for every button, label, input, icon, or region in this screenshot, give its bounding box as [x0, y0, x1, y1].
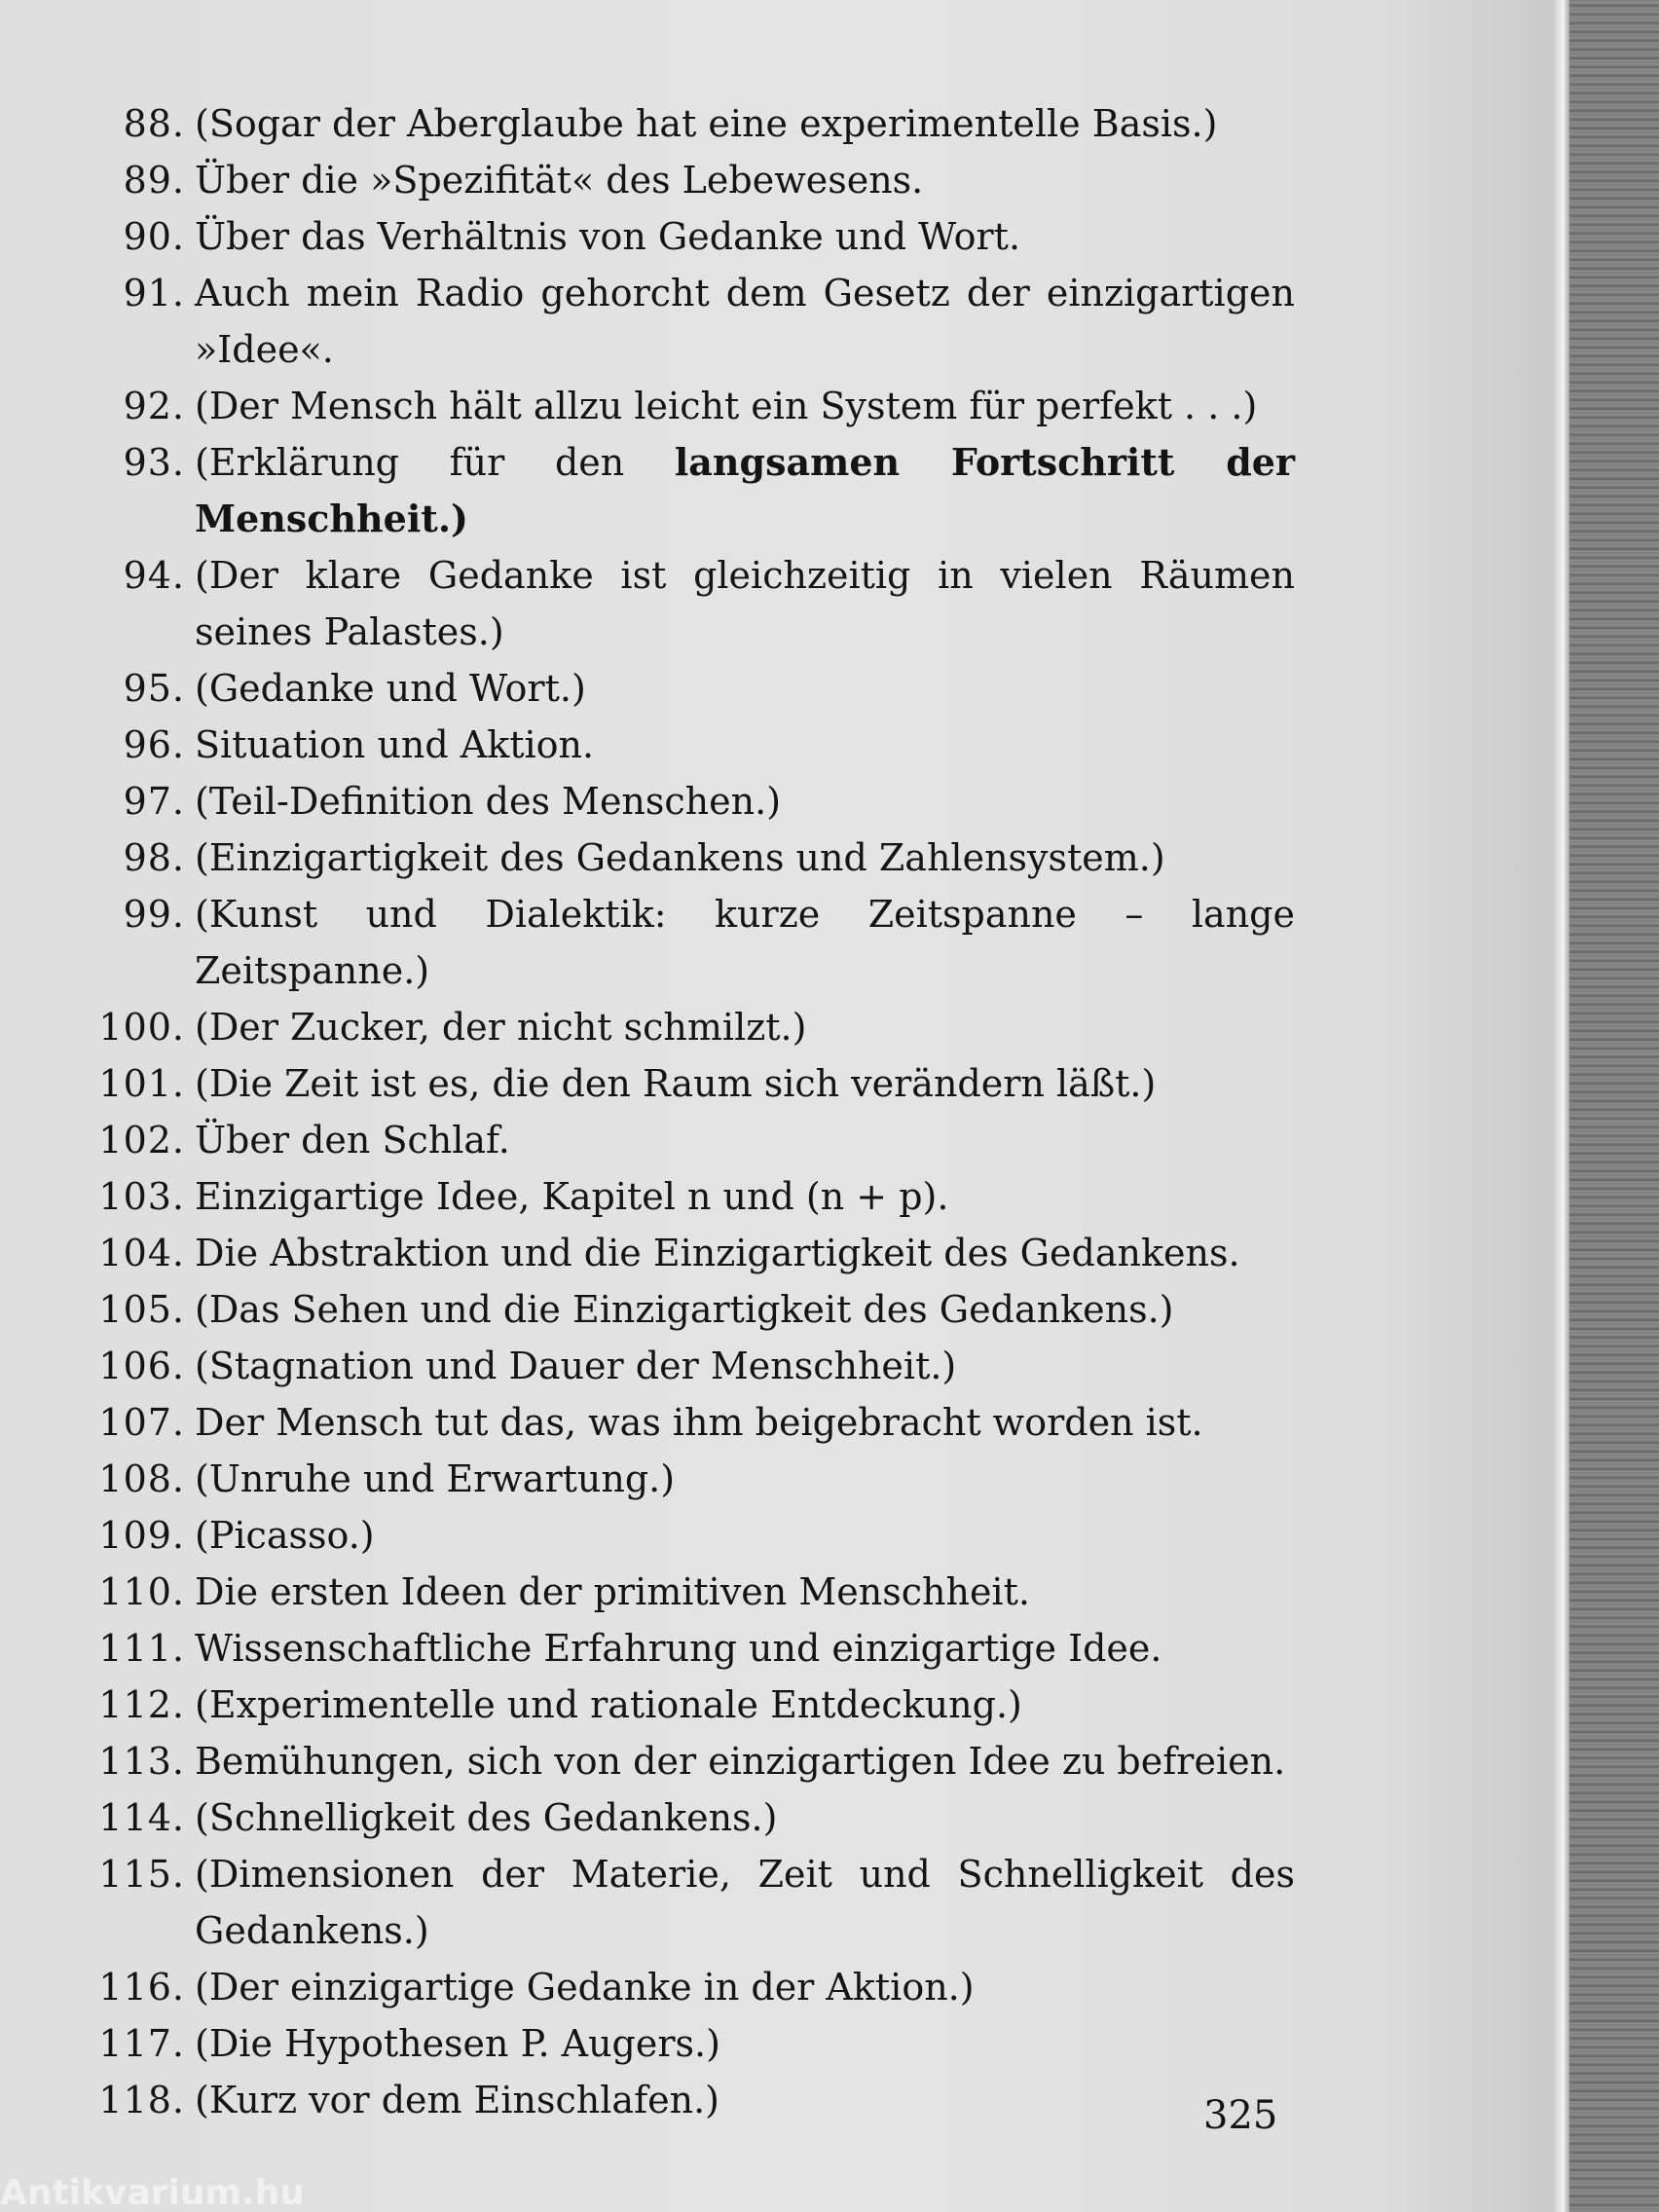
- toc-entry-102: [88, 1112, 1295, 1168]
- entry-number: 106.: [98, 1345, 185, 1387]
- entry-title: (Einzigartigkeit des Gedankens und Zahlensystem.): [195, 836, 1165, 879]
- entry-title: (Kunst und Dialektik: kurze Zeitspanne – lange Zeitspanne.): [195, 893, 1295, 992]
- entry-number: 108.: [98, 1457, 185, 1500]
- entry-title: (Der Zucker, der nicht schmilzt.): [195, 1006, 807, 1049]
- entry-number: 94.: [123, 554, 185, 597]
- toc-entry-96: [88, 717, 1295, 773]
- toc-entry-90: [88, 208, 1295, 265]
- entry-title: (Experimentelle und rationale Entdeckung.): [195, 1683, 1022, 1726]
- toc-entry-115: [88, 1846, 1295, 1959]
- entry-title: (Die Hypothesen P. Augers.): [195, 2022, 720, 2065]
- entry-number: 105.: [98, 1288, 185, 1331]
- entry-number: 91.: [123, 272, 185, 314]
- toc-entry-118: [88, 2072, 1295, 2128]
- entry-title: Situation und Aktion.: [195, 723, 595, 766]
- entry-title: Einzigartige Idee, Kapitel n und (n + p).: [195, 1175, 949, 1218]
- entry-title: Über das Verhältnis von Gedanke und Wort.: [195, 215, 1021, 258]
- watermark: Antikvarium.hu: [0, 2173, 305, 2212]
- toc-entry-108: [88, 1451, 1295, 1507]
- table-of-contents: [88, 95, 1295, 2128]
- entry-title: (Teil-Definition des Menschen.): [195, 780, 782, 823]
- entry-number: 116.: [98, 1966, 185, 2009]
- entry-title: (Dimensionen der Materie, Zeit und Schnelligkeit des Gedankens.): [195, 1853, 1295, 1952]
- entry-number: 109.: [98, 1514, 185, 1557]
- entry-title: Die Abstraktion und die Einzigartigkeit des Gedankens.: [195, 1232, 1240, 1274]
- entry-number: 103.: [98, 1175, 185, 1218]
- toc-entry-105: [88, 1281, 1295, 1338]
- entry-title: Auch mein Radio gehorcht dem Gesetz der einzigartigen »Idee«.: [195, 272, 1295, 371]
- entry-title: Die ersten Ideen der primitiven Menschheit.: [195, 1570, 1030, 1613]
- entry-title: (Kurz vor dem Einschlafen.): [195, 2079, 719, 2121]
- toc-entry-89: [88, 152, 1295, 208]
- toc-entry-107: [88, 1394, 1295, 1451]
- entry-title: Der Mensch tut das, was ihm beigebracht worden ist.: [195, 1401, 1203, 1444]
- entry-title: (Picasso.): [195, 1514, 375, 1557]
- entry-title: (Der klare Gedanke ist gleichzeitig in vielen Räumen seines Palastes.): [195, 554, 1295, 653]
- entry-number: 112.: [98, 1683, 185, 1726]
- entry-title-plain: (Erklärung für den: [195, 441, 675, 484]
- entry-number: 98.: [123, 836, 185, 879]
- entry-number: 114.: [98, 1796, 185, 1839]
- toc-entry-97: [88, 773, 1295, 830]
- entry-title: Bemühungen, sich von der einzigartigen Idee zu befreien.: [195, 1740, 1286, 1783]
- entry-number: 113.: [98, 1740, 185, 1783]
- entry-title: Über den Schlaf.: [195, 1119, 510, 1161]
- entry-title: (Sogar der Aberglaube hat eine experimentelle Basis.): [195, 102, 1218, 145]
- entry-number: 118.: [98, 2079, 185, 2121]
- entry-number: 90.: [123, 215, 185, 258]
- toc-entry-103: [88, 1168, 1295, 1225]
- entry-title: (Unruhe und Erwartung.): [195, 1457, 676, 1500]
- entry-number: 89.: [123, 159, 185, 202]
- toc-entry-116: [88, 1959, 1295, 2015]
- entry-title: [195, 434, 1295, 547]
- toc-entry-109: [88, 1507, 1295, 1564]
- entry-number: 101.: [98, 1062, 185, 1105]
- toc-entry-112: [88, 1677, 1295, 1733]
- toc-entry-93: [88, 434, 1295, 547]
- entry-title: (Stagnation und Dauer der Menschheit.): [195, 1345, 957, 1387]
- entry-number: 102.: [98, 1119, 185, 1161]
- toc-entry-113: [88, 1733, 1295, 1789]
- toc-entry-94: [88, 547, 1295, 660]
- entry-number: 92.: [123, 385, 185, 427]
- toc-entry-92: [88, 378, 1295, 434]
- toc-entry-111: [88, 1620, 1295, 1677]
- entry-title: (Das Sehen und die Einzigartigkeit des Gedankens.): [195, 1288, 1174, 1331]
- entry-number: 117.: [98, 2022, 185, 2065]
- toc-entry-110: [88, 1564, 1295, 1620]
- entry-number: 110.: [98, 1570, 185, 1613]
- toc-entry-95: [88, 660, 1295, 717]
- entry-title: (Gedanke und Wort.): [195, 667, 586, 710]
- entry-title: Über die »Spezifität« des Lebewesens.: [195, 159, 924, 202]
- entry-number: 93.: [123, 441, 185, 484]
- entry-number: 115.: [98, 1853, 185, 1896]
- page-edge: [1554, 0, 1569, 2212]
- toc-entry-101: [88, 1055, 1295, 1112]
- entry-title: (Der Mensch hält allzu leicht ein System für perfekt . . .): [195, 385, 1258, 427]
- toc-entry-114: [88, 1789, 1295, 1846]
- entry-title: (Der einzigartige Gedanke in der Aktion.): [195, 1966, 975, 2009]
- entry-title: (Schnelligkeit des Gedankens.): [195, 1796, 778, 1839]
- entry-number: 97.: [123, 780, 185, 823]
- book-gutter: [1569, 0, 1659, 2212]
- toc-entry-100: [88, 999, 1295, 1055]
- entry-number: 100.: [98, 1006, 185, 1049]
- entry-number: 107.: [98, 1401, 185, 1444]
- entry-number: 96.: [123, 723, 185, 766]
- toc-entry-117: [88, 2015, 1295, 2072]
- entry-number: 95.: [123, 667, 185, 710]
- entry-title: (Die Zeit ist es, die den Raum sich verändern läßt.): [195, 1062, 1157, 1105]
- toc-entry-106: [88, 1338, 1295, 1394]
- toc-entry-98: [88, 830, 1295, 886]
- toc-entry-99: [88, 886, 1295, 999]
- entry-number: 99.: [123, 893, 185, 936]
- entry-number: 88.: [123, 102, 185, 145]
- page-number: 325: [1203, 2093, 1278, 2138]
- toc-entry-104: [88, 1225, 1295, 1281]
- entry-number: 104.: [98, 1232, 185, 1274]
- entry-number: 111.: [98, 1627, 185, 1670]
- toc-entry-91: [88, 265, 1295, 378]
- toc-entry-88: [88, 95, 1295, 152]
- entry-title: Wissenschaftliche Erfahrung und einzigartige Idee.: [195, 1627, 1162, 1670]
- entry-title-bold: langsamen Fortschritt der Menschheit.): [195, 440, 1295, 540]
